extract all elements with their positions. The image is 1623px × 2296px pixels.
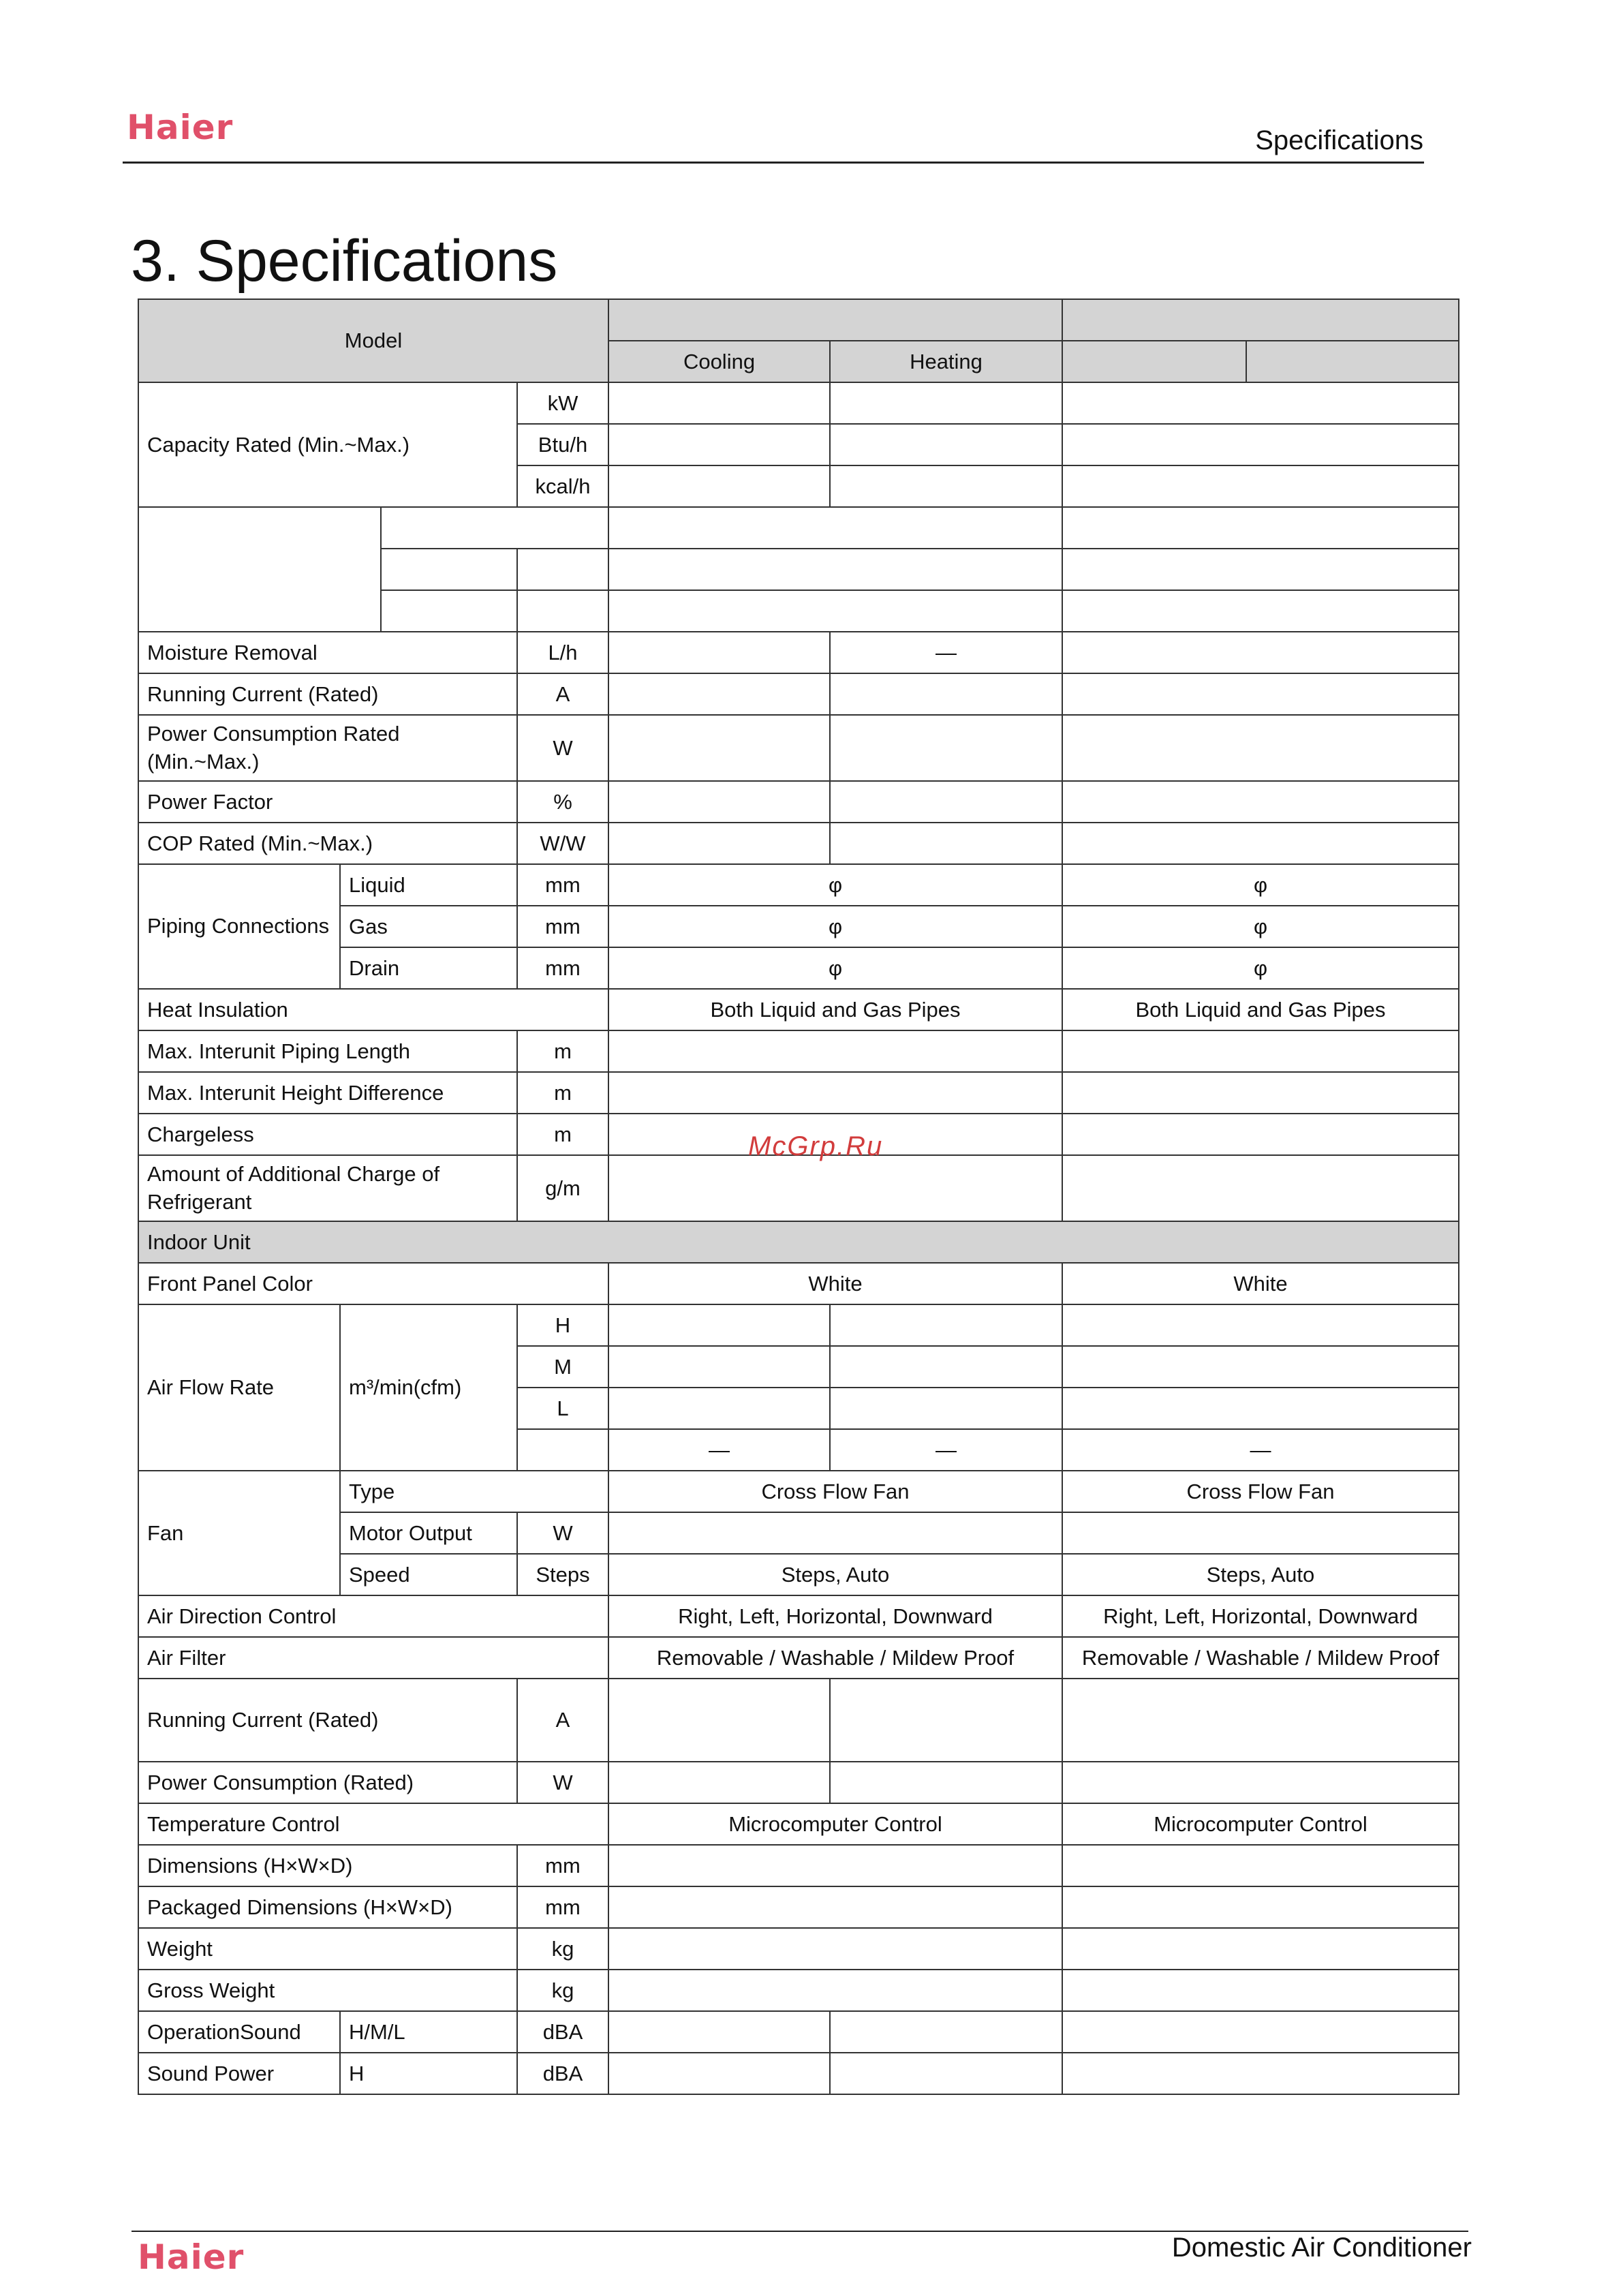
air-flow-level: M bbox=[517, 1346, 608, 1388]
unit-cell: m bbox=[517, 1030, 608, 1072]
fan-type-value-b: Cross Flow Fan bbox=[1062, 1471, 1459, 1512]
unit-cell: mm bbox=[517, 906, 608, 947]
cop-label: COP Rated (Min.~Max.) bbox=[138, 823, 517, 864]
running-current-label: Running Current (Rated) bbox=[138, 673, 517, 715]
heat-insulation-value-b: Both Liquid and Gas Pipes bbox=[1062, 989, 1459, 1030]
unit-cell: m bbox=[517, 1072, 608, 1114]
moisture-removal-label: Moisture Removal bbox=[138, 632, 517, 673]
unit-cell: mm bbox=[517, 1845, 608, 1886]
max-height-diff-label: Max. Interunit Height Difference bbox=[138, 1072, 517, 1114]
unit-cell: mm bbox=[517, 947, 608, 989]
model-b-sub-cooling bbox=[1062, 341, 1246, 382]
air-filter-value-b: Removable / Washable / Mildew Proof bbox=[1062, 1637, 1459, 1679]
model-header: Model bbox=[138, 299, 608, 382]
air-flow-label: Air Flow Rate bbox=[138, 1304, 340, 1471]
air-flow-dash: — bbox=[1062, 1429, 1459, 1471]
fan-label: Fan bbox=[138, 1471, 340, 1595]
indoor-running-current-label: Running Current (Rated) bbox=[138, 1679, 517, 1762]
power-consumption-label: Power Consumption Rated (Min.~Max.) bbox=[138, 715, 517, 781]
fan-speed-value-a: Steps, Auto bbox=[608, 1554, 1062, 1595]
fan-speed-label: Speed bbox=[340, 1554, 517, 1595]
sound-power-label: Sound Power bbox=[138, 2053, 340, 2094]
sound-power-sub: H bbox=[340, 2053, 517, 2094]
unit-cell: W bbox=[517, 715, 608, 781]
piping-label: Piping Connections bbox=[138, 864, 340, 989]
operation-sound-sub: H/M/L bbox=[340, 2011, 517, 2053]
packaged-dimensions-label: Packaged Dimensions (H×W×D) bbox=[138, 1886, 517, 1928]
air-flow-dash: — bbox=[830, 1429, 1062, 1471]
fan-speed-value-b: Steps, Auto bbox=[1062, 1554, 1459, 1595]
weight-label: Weight bbox=[138, 1928, 517, 1970]
chargeless-label: Chargeless bbox=[138, 1114, 517, 1155]
temp-control-value-a: Microcomputer Control bbox=[608, 1803, 1062, 1845]
air-direction-value-a: Right, Left, Horizontal, Downward bbox=[608, 1595, 1062, 1637]
temp-control-label: Temperature Control bbox=[138, 1803, 608, 1845]
piping-value-b: φ bbox=[1062, 947, 1459, 989]
air-direction-label: Air Direction Control bbox=[138, 1595, 608, 1637]
header-divider bbox=[123, 162, 1424, 164]
piping-value-b: φ bbox=[1062, 864, 1459, 906]
unit-cell: mm bbox=[517, 864, 608, 906]
additional-charge-label: Amount of Additional Charge of Refrigerant bbox=[138, 1155, 517, 1221]
footer-label: Domestic Air Conditioner bbox=[1171, 2233, 1472, 2263]
fan-type-label: Type bbox=[340, 1471, 608, 1512]
air-direction-value-b: Right, Left, Horizontal, Downward bbox=[1062, 1595, 1459, 1637]
unit-cell: W bbox=[517, 1762, 608, 1803]
unit-cell: m bbox=[517, 1114, 608, 1155]
power-factor-label: Power Factor bbox=[138, 781, 517, 823]
piping-row-name: Gas bbox=[340, 906, 517, 947]
unit-cell: dBA bbox=[517, 2011, 608, 2053]
model-b-sub-heating bbox=[1246, 341, 1459, 382]
air-filter-value-a: Removable / Washable / Mildew Proof bbox=[608, 1637, 1062, 1679]
unit-cell: dBA bbox=[517, 2053, 608, 2094]
piping-value-a: φ bbox=[608, 906, 1062, 947]
piping-value-a: φ bbox=[608, 947, 1062, 989]
temp-control-value-b: Microcomputer Control bbox=[1062, 1803, 1459, 1845]
footer-divider bbox=[132, 2231, 1468, 2232]
unit-cell: kg bbox=[517, 1928, 608, 1970]
unit-cell: W bbox=[517, 1512, 608, 1554]
unit-cell: Steps bbox=[517, 1554, 608, 1595]
unit-cell: kcal/h bbox=[517, 465, 608, 507]
spec-table bbox=[138, 299, 1459, 2095]
max-piping-length-label: Max. Interunit Piping Length bbox=[138, 1030, 517, 1072]
cooling-header: Cooling bbox=[608, 341, 830, 382]
page-title: 3. Specifications bbox=[131, 228, 558, 294]
unit-cell: A bbox=[517, 673, 608, 715]
air-flow-unit: m³/min(cfm) bbox=[340, 1304, 517, 1471]
indoor-power-label: Power Consumption (Rated) bbox=[138, 1762, 517, 1803]
unit-cell: L/h bbox=[517, 632, 608, 673]
piping-value-a: φ bbox=[608, 864, 1062, 906]
air-filter-label: Air Filter bbox=[138, 1637, 608, 1679]
fan-motor-label: Motor Output bbox=[340, 1512, 517, 1554]
unit-cell: kW bbox=[517, 382, 608, 424]
capacity-label: Capacity Rated (Min.~Max.) bbox=[138, 382, 517, 507]
front-panel-value-a: White bbox=[608, 1263, 1062, 1304]
piping-row-name: Liquid bbox=[340, 864, 517, 906]
unit-cell: g/m bbox=[517, 1155, 608, 1221]
unit-cell: mm bbox=[517, 1886, 608, 1928]
air-flow-level: H bbox=[517, 1304, 608, 1346]
moisture-heating-value: — bbox=[830, 632, 1062, 673]
model-b-name bbox=[1062, 299, 1459, 341]
dimensions-label: Dimensions (H×W×D) bbox=[138, 1845, 517, 1886]
blank-label bbox=[138, 507, 381, 632]
unit-cell: W/W bbox=[517, 823, 608, 864]
air-flow-dash: — bbox=[608, 1429, 830, 1471]
gross-weight-label: Gross Weight bbox=[138, 1970, 517, 2011]
unit-cell: kg bbox=[517, 1970, 608, 2011]
unit-cell: % bbox=[517, 781, 608, 823]
heat-insulation-value-a: Both Liquid and Gas Pipes bbox=[608, 989, 1062, 1030]
model-a-name bbox=[608, 299, 1062, 341]
front-panel-value-b: White bbox=[1062, 1263, 1459, 1304]
indoor-unit-section: Indoor Unit bbox=[138, 1221, 1459, 1263]
footer-logo: Haier bbox=[138, 2237, 245, 2277]
operation-sound-label: OperationSound bbox=[138, 2011, 340, 2053]
piping-value-b: φ bbox=[1062, 906, 1459, 947]
header-section-label: Specifications bbox=[1255, 125, 1423, 155]
air-flow-level: L bbox=[517, 1388, 608, 1429]
heating-header: Heating bbox=[830, 341, 1062, 382]
watermark: McGrp.Ru bbox=[748, 1131, 884, 1161]
unit-cell: Btu/h bbox=[517, 424, 608, 465]
brand-logo: Haier bbox=[127, 108, 234, 147]
fan-type-value-a: Cross Flow Fan bbox=[608, 1471, 1062, 1512]
unit-cell: A bbox=[517, 1679, 608, 1762]
piping-row-name: Drain bbox=[340, 947, 517, 989]
heat-insulation-label: Heat Insulation bbox=[138, 989, 608, 1030]
front-panel-label: Front Panel Color bbox=[138, 1263, 608, 1304]
